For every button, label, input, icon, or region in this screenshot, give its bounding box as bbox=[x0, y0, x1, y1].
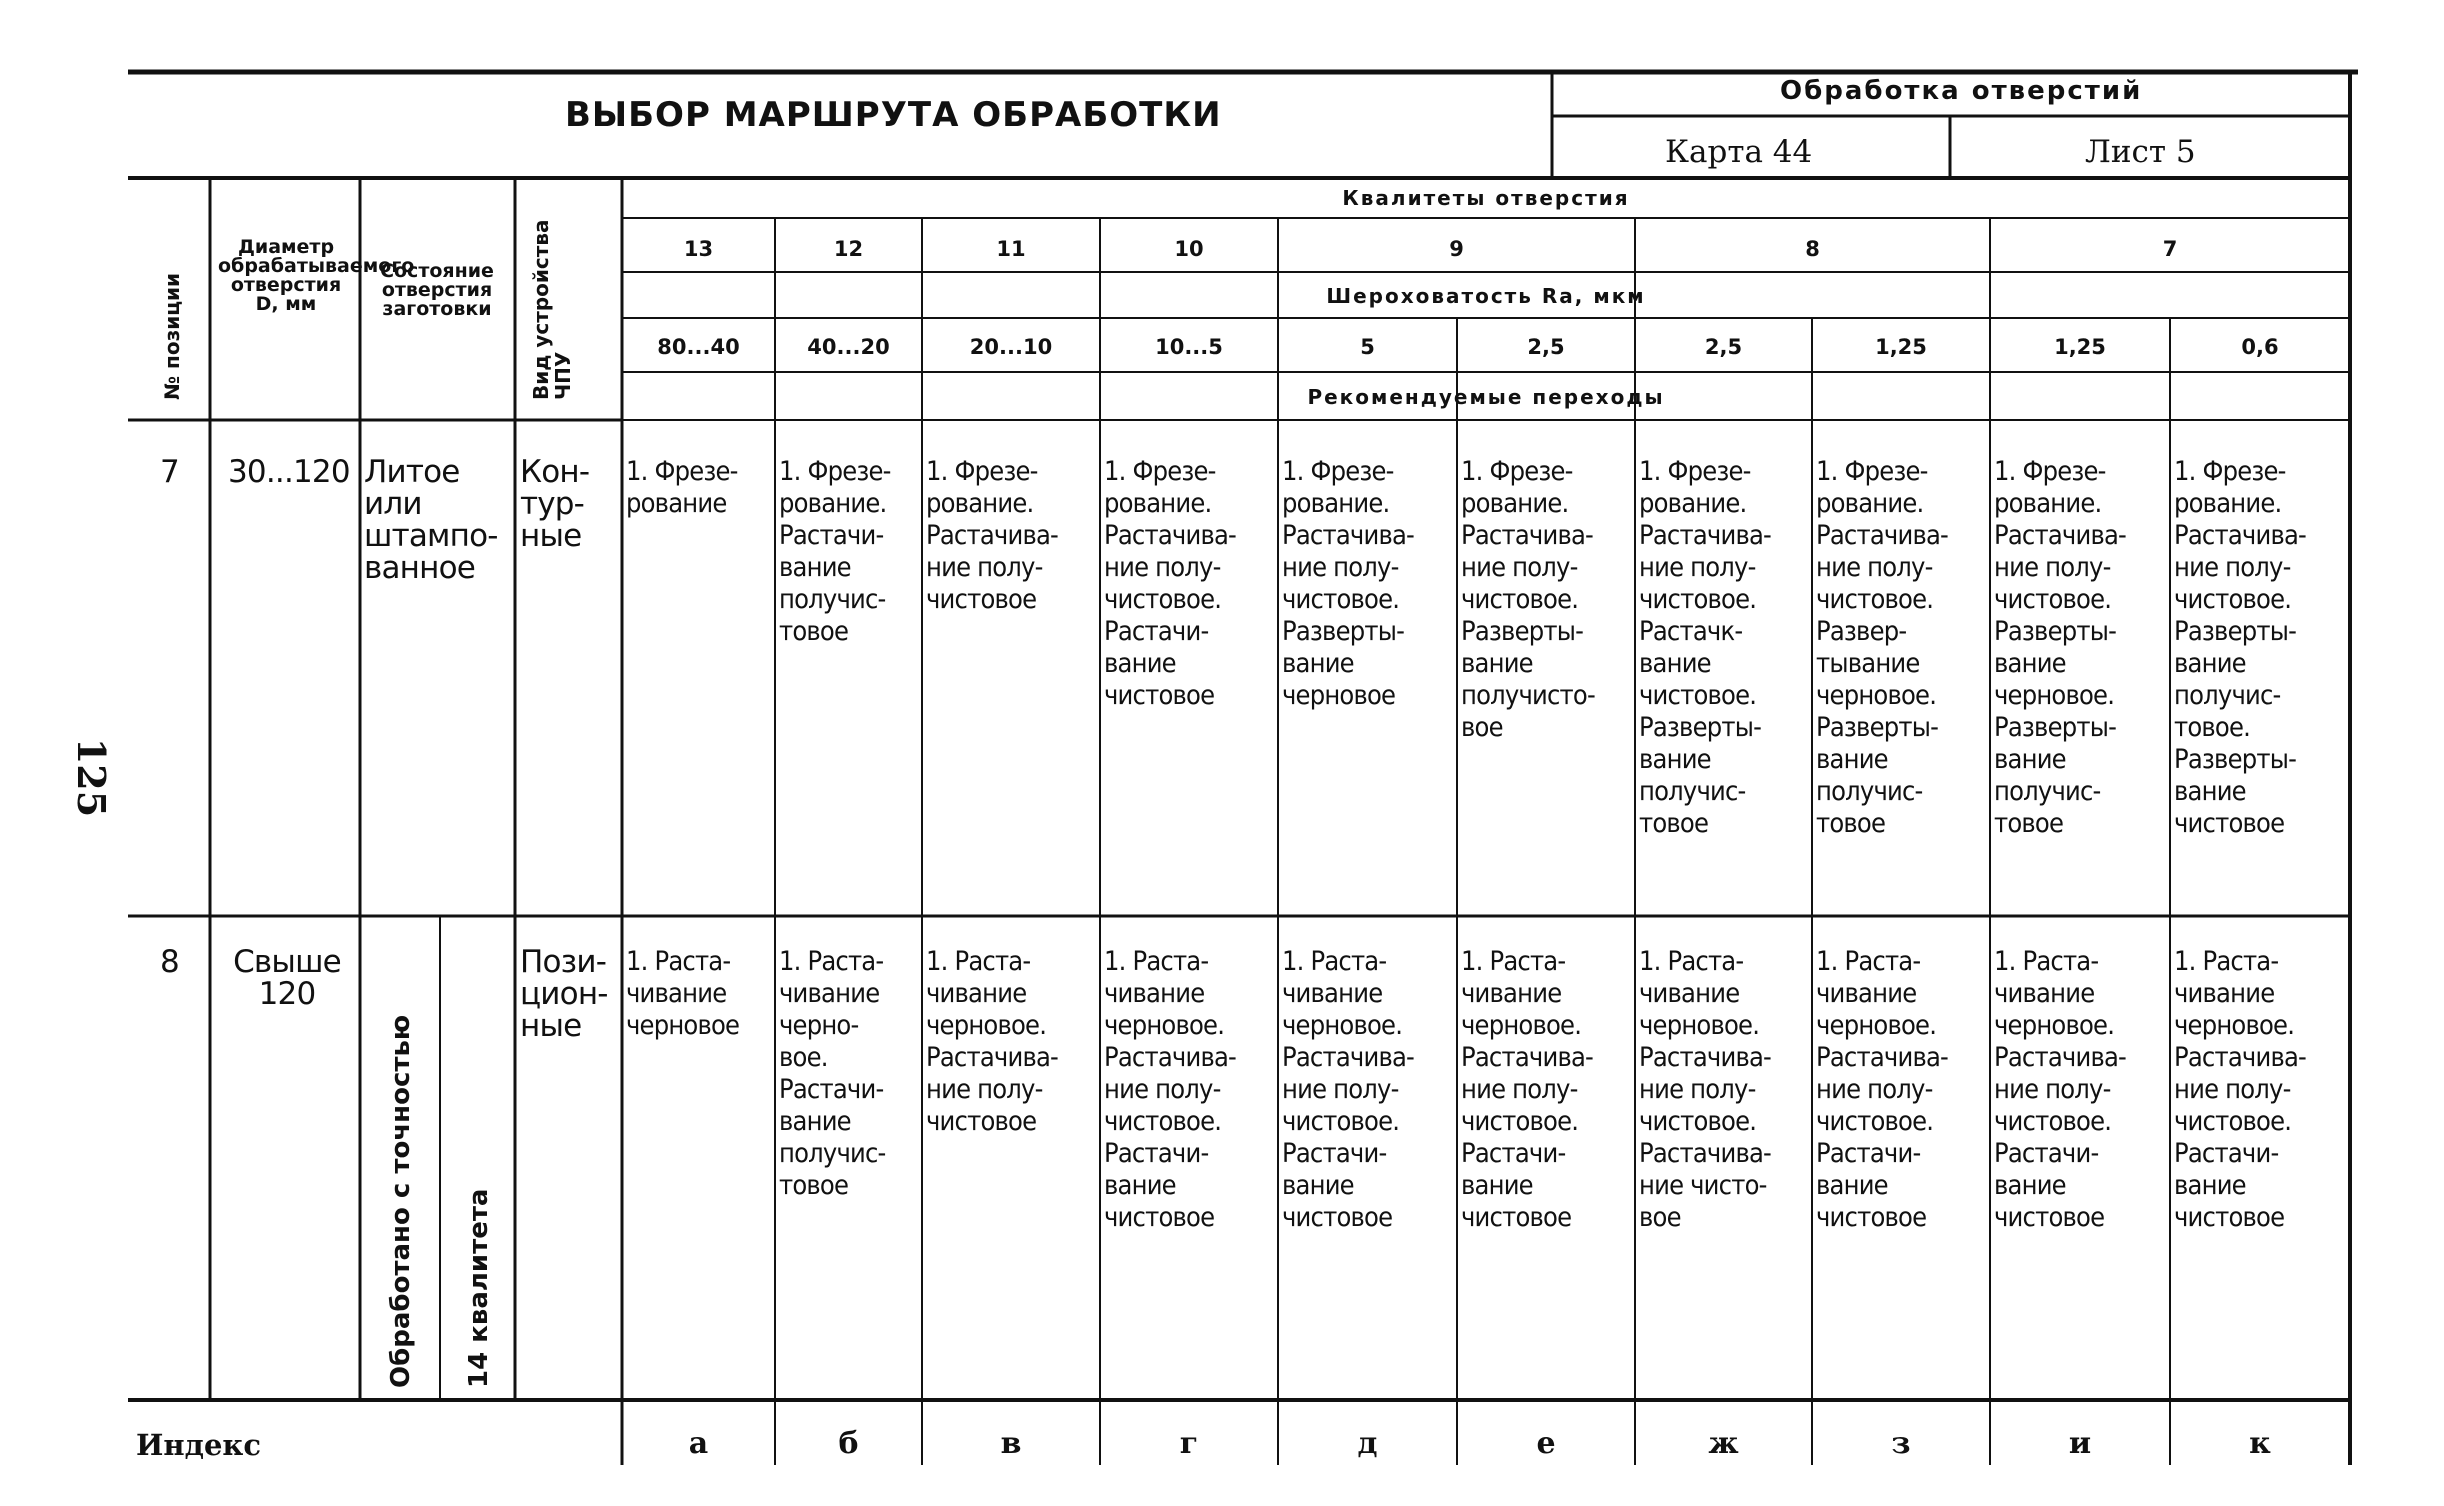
row7-state: Литое или штампо- ванное bbox=[364, 454, 498, 586]
diameter-header: Диаметр обрабатываемого отверстия D, мм bbox=[218, 236, 415, 315]
row8-position: 8 bbox=[160, 944, 179, 980]
roughness-zh: 2,5 bbox=[1704, 335, 1743, 359]
page-title: ВЫБОР МАРШРУТА ОБРАБОТКИ bbox=[565, 95, 1222, 135]
cnc-header: Вид устройства ЧПУ bbox=[529, 219, 575, 400]
row7-cell-g: 1. Фрезе- рование. Растачива- ние полу- чистовое. Растачи- вание чистовое bbox=[1104, 456, 1237, 711]
row8-cell-g: 1. Раста- чивание черновое. Растачива- ние полу- чистовое. Растачи- вание чистовое bbox=[1104, 946, 1237, 1233]
roughness-a: 80...40 bbox=[657, 335, 740, 359]
row8-cnc: Пози- цион- ные bbox=[520, 944, 608, 1044]
row7-cell-i: 1. Фрезе- рование. Растачива- ние полу- чистовое. Разверты- вание черновое. Разверты- вание получис- товое bbox=[1994, 456, 2127, 839]
quality-7: 7 bbox=[2162, 237, 2178, 261]
quality-13: 13 bbox=[683, 237, 714, 261]
transitions-title: Рекомендуемые переходы bbox=[1307, 385, 1665, 409]
row7-position: 7 bbox=[160, 454, 179, 490]
row7-cell-v: 1. Фрезе- рование. Растачива- ние полу- чистовое bbox=[926, 456, 1059, 615]
card-number: Карта 44 bbox=[1665, 134, 1813, 170]
row8-state: Обработано с точностью bbox=[386, 1014, 416, 1388]
quality-12: 12 bbox=[833, 237, 864, 261]
roughness-v: 20...10 bbox=[969, 335, 1053, 359]
roughness-title: Шероховатость Ra, мкм bbox=[1326, 284, 1646, 308]
index-z: з bbox=[1891, 1426, 1911, 1461]
sheet-number: Лист 5 bbox=[2085, 134, 2196, 170]
row7-cell-z: 1. Фрезе- рование. Растачива- ние полу- чистовое. Развер- тывание черновое. Разверты- вание получис- товое bbox=[1816, 456, 1949, 839]
roughness-b: 40...20 bbox=[807, 335, 890, 359]
row8-cell-b: 1. Раста- чивание черно- вое. Растачи- вание получис- товое bbox=[779, 946, 886, 1201]
index-k: к bbox=[2249, 1426, 2271, 1461]
row8-cell-e: 1. Раста- чивание черновое. Растачива- ние полу- чистовое. Растачи- вание чистовое bbox=[1461, 946, 1594, 1233]
row8-cell-v: 1. Раста- чивание черновое. Растачива- ние полу- чистовое bbox=[926, 946, 1059, 1137]
page-number: 125 bbox=[69, 737, 115, 818]
row8-cell-a: 1. Раста- чивание черновое bbox=[626, 946, 740, 1041]
row7-cell-d: 1. Фрезе- рование. Растачива- ние полу- чистовое. Разверты- вание черновое bbox=[1282, 456, 1415, 711]
row7-diameter: 30...120 bbox=[228, 454, 350, 490]
row7-cell-k: 1. Фрезе- рование. Растачива- ние полу- чистовое. Разверты- вание получис- товое. Разверты- вание чистовое bbox=[2174, 456, 2307, 839]
roughness-e: 2,5 bbox=[1527, 335, 1565, 359]
state-header: Состояние отверстия заготовки bbox=[380, 260, 494, 320]
index-a: а bbox=[688, 1426, 709, 1461]
roughness-i: 1,25 bbox=[2054, 335, 2106, 359]
row7-cell-b: 1. Фрезе- рование. Растачи- вание получис- товое bbox=[779, 456, 891, 647]
index-e: е bbox=[1536, 1426, 1556, 1461]
roughness-d: 5 bbox=[1360, 335, 1375, 359]
index-label: Индекс bbox=[136, 1428, 262, 1462]
index-v: в bbox=[1000, 1426, 1022, 1461]
row7-cell-zh: 1. Фрезе- рование. Растачива- ние полу- чистовое. Растачк- вание чистовое. Разверты- вание получис- товое bbox=[1639, 456, 1772, 839]
qualities-title: Квалитеты отверстия bbox=[1342, 186, 1630, 210]
row8-diameter: Свыше 120 bbox=[233, 944, 341, 1012]
quality-9: 9 bbox=[1449, 237, 1464, 261]
row7-cell-e: 1. Фрезе- рование. Растачива- ние полу- чистовое. Разверты- вание получисто- вое bbox=[1461, 456, 1595, 743]
quality-10: 10 bbox=[1174, 237, 1204, 261]
roughness-k: 0,6 bbox=[2241, 335, 2279, 359]
row8-state-quality: 14 квалитета bbox=[464, 1188, 494, 1388]
row7-cell-a: 1. Фрезе- рование bbox=[626, 456, 738, 519]
section-title: Обработка отверстий bbox=[1780, 76, 2143, 106]
index-b: б bbox=[838, 1426, 859, 1461]
index-d: д bbox=[1357, 1426, 1378, 1461]
roughness-g: 10...5 bbox=[1155, 335, 1223, 359]
roughness-z: 1,25 bbox=[1875, 335, 1927, 359]
row8-cell-d: 1. Раста- чивание черновое. Растачива- ние полу- чистовое. Растачи- вание чистовое bbox=[1282, 946, 1415, 1233]
row8-cell-z: 1. Раста- чивание черновое. Растачива- ние полу- чистовое. Растачи- вание чистовое bbox=[1816, 946, 1949, 1233]
index-g: г bbox=[1179, 1426, 1199, 1461]
quality-8: 8 bbox=[1805, 237, 1820, 261]
row7-cnc: Кон- тур- ные bbox=[520, 454, 590, 554]
position-header: № позиции bbox=[160, 272, 184, 400]
index-i: и bbox=[2068, 1426, 2092, 1461]
index-zh: ж bbox=[1708, 1426, 1739, 1461]
row8-cell-i: 1. Раста- чивание черновое. Растачива- ние полу- чистовое. Растачи- вание чистовое bbox=[1994, 946, 2127, 1233]
quality-11: 11 bbox=[996, 237, 1026, 261]
row8-cell-k: 1. Раста- чивание черновое. Растачива- ние полу- чистовое. Растачи- вание чистовое bbox=[2174, 946, 2307, 1233]
row8-cell-zh: 1. Раста- чивание черновое. Растачива- ние полу- чистовое. Растачива- ние чисто- вое bbox=[1639, 946, 1772, 1233]
